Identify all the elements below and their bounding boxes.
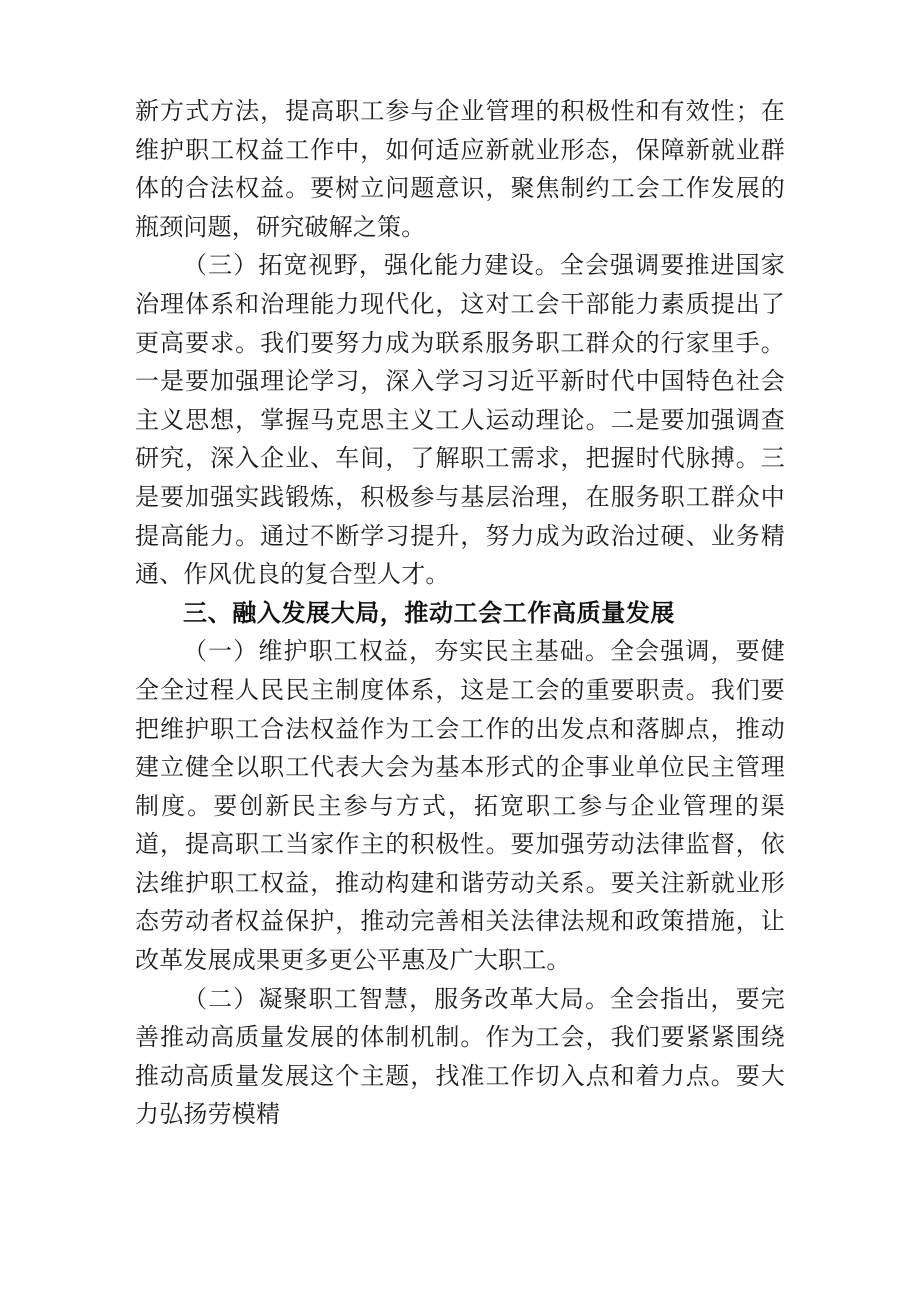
section-heading: 三、融入发展大局，推动工会工作高质量发展 — [183, 598, 675, 627]
paragraph-continuation: 新方式方法，提高职工参与企业管理的积极性和有效性；在维护职工权益工作中，如何适应新就业形态，保障新就业群体的合法权益。要树立问题意识，聚焦制约工会工作发展的瓶颈问题，研究破解之策。 — [135, 97, 785, 241]
paragraph-protect-rights: （一）维护职工权益，夯实民主基础。全会强调，要健全全过程人民民主制度体系，这是工会的重要职责。我们要把维护职工合法权益作为工会工作的出发点和落脚点，推动建立健全以职工代表大会为基本形式的企事业单位民主管理制度。要创新民主参与方式，拓宽职工参与企业管理的渠道，提高职工当家作主的积极性。要加强劳动法律监督，依法维护职工权益，推动构建和谐劳动关系。要关注新就业形态劳动者权益保护，推动完善相关法律法规和政策措施，让改革发展成果更多更公平惠及广大职工。 — [135, 637, 785, 975]
document-body — [135, 92, 785, 1134]
paragraph-gather-wisdom: （二）凝聚职工智慧，服务改革大局。全会指出，要完善推动高质量发展的体制机制。作为工会，我们要紧紧围绕推动高质量发展这个主题，找准工作切入点和着力点。要大力弘扬劳模精 — [135, 984, 785, 1129]
paragraph-broaden-vision: （三）拓宽视野，强化能力建设。全会强调要推进国家治理体系和治理能力现代化，这对工会干部能力素质提出了更高要求。我们要努力成为联系服务职工群众的行家里手。一是要加强理论学习，深入学习习近平新时代中国特色社会主义思想，掌握马克思主义工人运动理论。二是要加强调查研究，深入企业、车间，了解职工需求，把握时代脉搏。三是要加强实践锻炼，积极参与基层治理，在服务职工群众中提高能力。通过不断学习提升，努力成为政治过硬、业务精通、作风优良的复合型人才。 — [135, 251, 785, 589]
